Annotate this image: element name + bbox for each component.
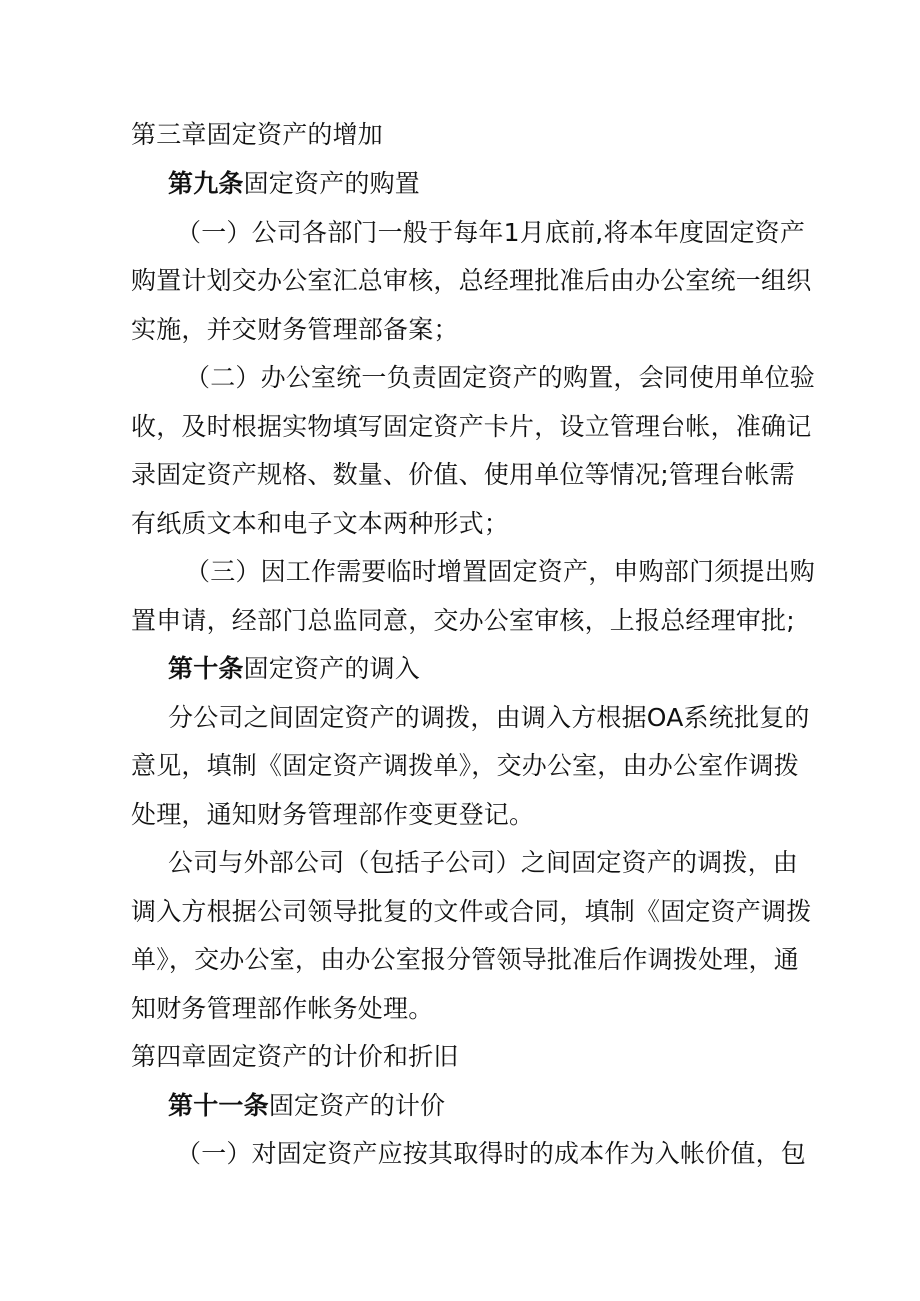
article-10-line: 公司与外部公司（包括子公司）之间固定资产的调拨，由 [168, 848, 799, 877]
article-10-heading [168, 651, 420, 687]
article-9-line: （一）公司各部门一般于每年1月底前,将本年度固定资产 [176, 218, 806, 247]
article-9-line: 实施，并交财务管理部备案； [131, 315, 459, 344]
article-9-line: 购置计划交办公室汇总审核，总经理批准后由办公室统一组织 [131, 266, 812, 295]
article-10-line: 意见，填制《固定资产调拨单》，交办公室，由办公室作调拨 [131, 751, 799, 780]
article-10-number: 第十条 [168, 654, 244, 683]
article-9-number: 第九条 [168, 169, 244, 198]
article-11-title: 固定资产的计价 [268, 1091, 446, 1120]
article-10-line: 调入方根据公司领导批复的文件或合同，填制《固定资产调拨 [131, 897, 812, 926]
article-9-line: 置申请，经部门总监同意，交办公室审核，上报总经理审批; [131, 606, 795, 635]
article-10-line: 处理，通知财务管理部作变更登记。 [131, 800, 535, 829]
article-10-line: 分公司之间固定资产的调拨，由调入方根据OA系统批复的 [168, 703, 810, 732]
article-9-line: 收，及时根据实物填写固定资产卡片，设立管理台帐，准确记 [131, 412, 812, 441]
article-11-number: 第十一条 [168, 1091, 269, 1120]
article-9-title: 固定资产的购置 [243, 169, 421, 198]
article-10-title: 固定资产的调入 [243, 654, 421, 683]
article-9-line: （二）办公室统一负责固定资产的购置，会同使用单位验 [185, 363, 816, 392]
chapter-4-heading: 第四章固定资产的计价和折旧 [131, 1042, 459, 1071]
article-9-line: （三）因工作需要临时增置固定资产，申购部门须提出购 [185, 557, 816, 586]
article-11-heading [168, 1088, 445, 1124]
article-9-line: 有纸质文本和电子文本两种形式； [131, 509, 510, 538]
article-10-line: 单》，交办公室，由办公室报分管领导批准后作调拨处理，通 [131, 945, 799, 974]
article-9-heading [168, 166, 420, 202]
article-9-line: 录固定资产规格、数量、价值、使用单位等情况;管理台帐需 [131, 460, 795, 489]
article-11-line: （一）对固定资产应按其取得时的成本作为入帐价值，包 [176, 1139, 807, 1168]
chapter-3-heading: 第三章固定资产的增加 [131, 120, 384, 149]
article-10-line: 知财务管理部作帐务处理。 [131, 994, 434, 1023]
